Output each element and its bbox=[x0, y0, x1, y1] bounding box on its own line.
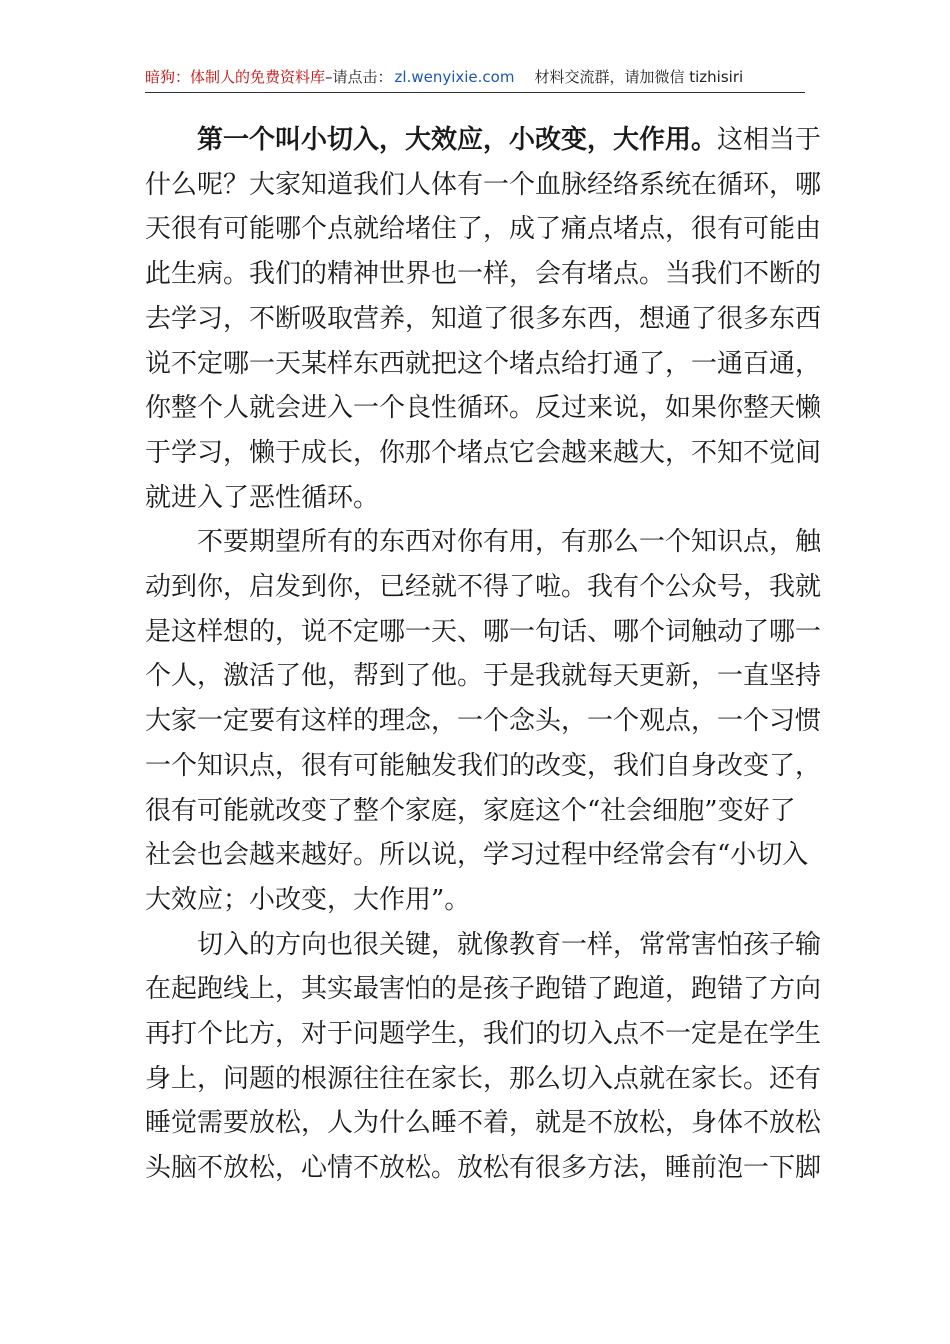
text-line: 再打个比方，对于问题学生，我们的切入点不一定是在学生 bbox=[145, 1019, 822, 1050]
text-line: 头脑不放松，心情不放松。放松有很多方法，睡前泡一下脚 bbox=[145, 1153, 822, 1184]
text-line: 就进入了恶性循环。 bbox=[145, 482, 380, 513]
header-group-note: 材料交流群，请加微信 tizhisiri bbox=[534, 68, 744, 86]
text-line: 不要期望所有的东西对你有用，有那么一个知识点，触 bbox=[197, 527, 822, 558]
text-line: 身上，问题的根源往往在家长，那么切入点就在家长。还有 bbox=[145, 1063, 822, 1094]
paragraph-2 bbox=[145, 520, 822, 922]
text-line: 切入的方向也很关键，就像教育一样，常常害怕孩子输 bbox=[197, 929, 822, 960]
text-line: 在起跑线上，其实最害怕的是孩子跑错了跑道，跑错了方向 bbox=[145, 974, 822, 1005]
text-line: 你整个人就会进入一个良性循环。反过来说，如果你整天懒 bbox=[145, 393, 822, 424]
text-line: 是这样想的，说不定哪一天、哪一句话、哪个词触动了哪一 bbox=[145, 616, 822, 647]
text-line: 说不定哪一天某样东西就把这个堵点给打通了，一通百通， bbox=[145, 348, 822, 379]
text-line: 去学习，不断吸取营养，知道了很多东西，想通了很多东西 bbox=[145, 303, 822, 334]
text-line bbox=[145, 118, 822, 163]
document-body bbox=[145, 118, 822, 1191]
text-line: 睡觉需要放松，人为什么睡不着，就是不放松，身体不放松 bbox=[145, 1108, 822, 1139]
text-line: 一个知识点，很有可能触发我们的改变，我们自身改变了， bbox=[145, 750, 822, 781]
header-link[interactable]: zl.wenyixie.com bbox=[394, 68, 515, 86]
line-text: 这相当于 bbox=[717, 125, 822, 155]
text-line: 大家一定要有这样的理念，一个念头，一个观点，一个习惯 bbox=[145, 706, 822, 737]
lead-sentence: 第一个叫小切入，大效应，小改变，大作用。 bbox=[197, 125, 718, 155]
text-line: 大效应；小改变，大作用”。 bbox=[145, 884, 471, 915]
text-line: 此生病。我们的精神世界也一样，会有堵点。当我们不断的 bbox=[145, 259, 822, 290]
text-line: 社会也会越来越好。所以说，学习过程中经常会有“小切入 bbox=[145, 840, 809, 871]
paragraph-1 bbox=[145, 118, 822, 520]
text-line: 个人，激活了他，帮到了他。于是我就每天更新，一直坚持 bbox=[145, 661, 822, 692]
page-header bbox=[145, 62, 805, 93]
text-line: 动到你，启发到你，已经就不得了啦。我有个公众号，我就 bbox=[145, 572, 822, 603]
text-line: 什么呢？大家知道我们人体有一个血脉经络系统在循环，哪 bbox=[145, 169, 822, 200]
paragraph-3 bbox=[145, 923, 822, 1191]
header-cta: –请点击： bbox=[325, 68, 393, 86]
text-line: 很有可能就改变了整个家庭，家庭这个“社会细胞”变好了 bbox=[145, 795, 796, 826]
header-brand: 暗狗：体制人的免费资料库 bbox=[145, 68, 326, 86]
text-line: 于学习，懒于成长，你那个堵点它会越来越大，不知不觉间 bbox=[145, 437, 822, 468]
text-line: 天很有可能哪个点就给堵住了，成了痛点堵点，很有可能由 bbox=[145, 214, 822, 245]
